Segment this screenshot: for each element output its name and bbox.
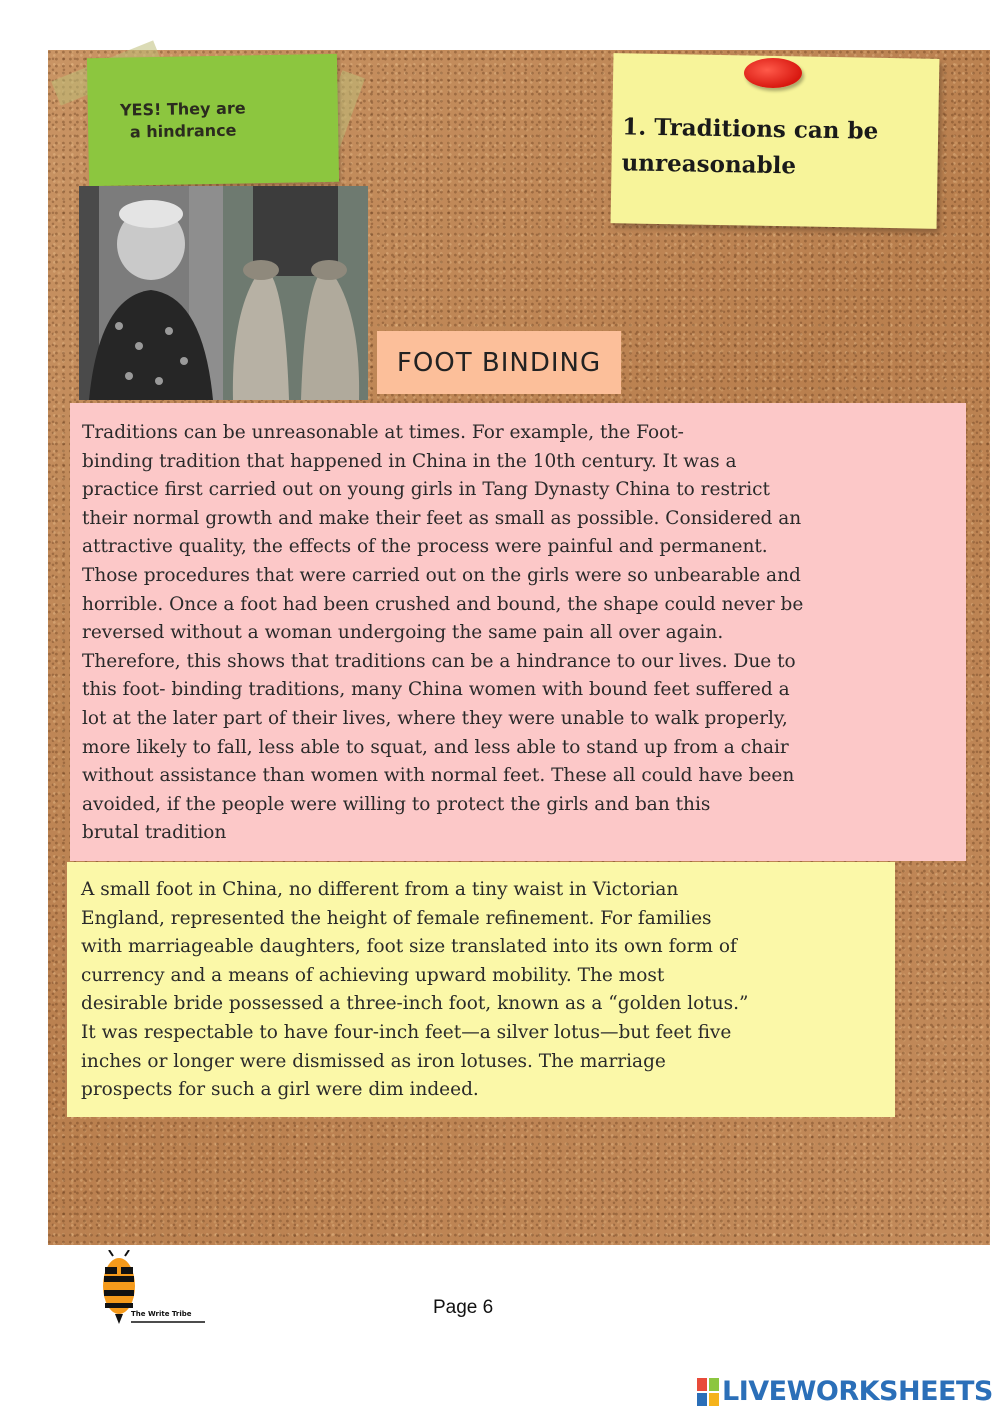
foot-binding-label-box [377, 331, 621, 394]
sticky-note-green [87, 54, 339, 186]
paragraph-yellow: A small foot in China, no different from a tiny waist in Victorian England, represented the height of female refinement. For families with marriageable daughters, foot size translated into its own form of currency and a means of achieving upward mobility. The most desirable bride possessed a three-inch foot, known as a “golden lotus.” It was respectable to have four-inch feet—a silver lotus—but feet five inches or longer were dismissed as iron lotuses. The marriage prospects for such a girl were dim indeed. [81, 879, 749, 1101]
photo-bound-feet [223, 186, 368, 400]
pushpin-icon [744, 58, 802, 88]
page-number: Page 6 [433, 1297, 494, 1318]
liveworksheets-watermark [697, 1376, 993, 1407]
photo-elderly-woman [79, 186, 223, 400]
paragraph-pink: Traditions can be unreasonable at times. For example, the Foot- binding tradition that happened in China in the 10th century. It was a practice first carried out on young girls in Tang Dynasty China to restrict their normal growth and make their feet as small as possible. Considered an attractive quality, the effects of the process were painful and permanent. Those procedures that were carried out on the girls were so unbearable and horrible. Once a foot had been crushed and bound, the shape could never be reversed without a woman undergoing the same pain all over again. Therefore, this shows that traditions can be a hindrance to our lives. Due to this foot- binding traditions, many China women with bound feet suffered a lot at the later part of their lives, where they were unable to walk properly, more likely to fall, less able to squat, and less able to stand up from a chair without assistance than women with normal feet. These all could have been avoided, if the people were willing to protect the girls and ban this brutal tradition [82, 422, 804, 844]
bee-logo-icon [95, 1250, 210, 1330]
liveworksheets-logo-icon [697, 1378, 719, 1406]
logo-text: The Write Tribe [131, 1310, 192, 1318]
section-title: 1. Traditions can be unreasonable [621, 113, 879, 180]
sticky-note-green-text: YES! They are a hindrance [119, 98, 246, 142]
yellow-text-box [67, 862, 895, 1117]
foot-binding-label: FOOT BINDING [396, 347, 602, 378]
liveworksheets-text: LIVEWORKSHEETS [722, 1376, 993, 1407]
pink-text-box [70, 403, 966, 861]
